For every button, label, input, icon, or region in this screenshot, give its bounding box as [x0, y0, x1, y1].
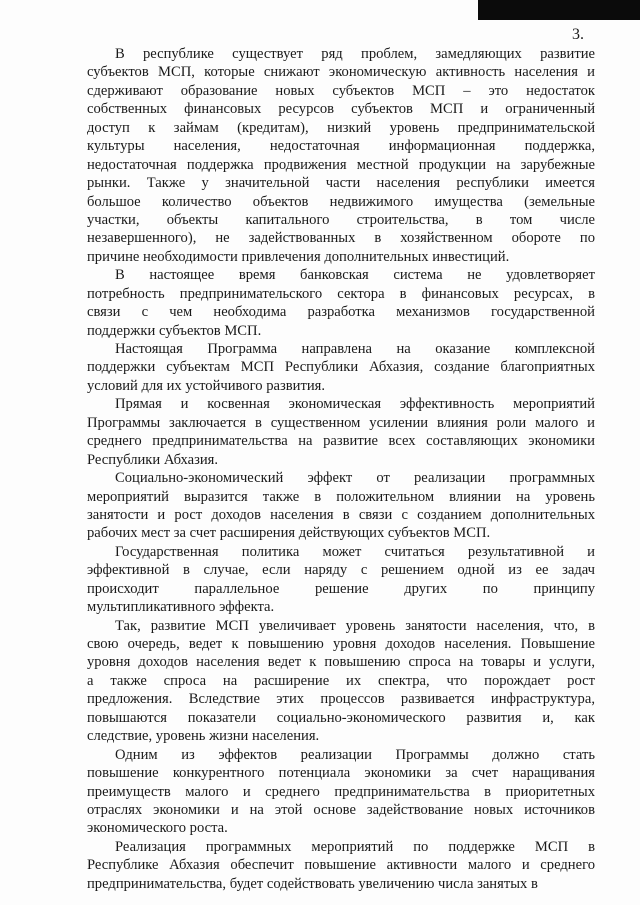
paragraph-line: Так, развитие МСП увеличивает уровень занятости населения, что, в [115, 617, 595, 634]
paragraph-line: собственных финансовых ресурсов субъектов МСП и ограниченный [87, 101, 595, 118]
paragraph-line: недостаточная поддержка продвижения местной продукции на зарубежные [87, 156, 595, 173]
paragraph [87, 395, 595, 469]
paragraph-line: доступ к займам (кредитам), низкий уровень предпринимательской [87, 119, 595, 136]
paragraph-line: В настоящее время банковская система не удовлетворяет [115, 267, 595, 284]
paragraph-line: Реализация программных мероприятий по поддержке МСП в [115, 838, 595, 855]
paragraph-line: занятости и рост доходов населения в связи с созданием дополнительных [87, 506, 595, 523]
paragraph-line: предпринимательства, будет содействовать увеличению числа занятых в [87, 875, 538, 892]
paragraph-line: поддержки субъектам МСП Республики Абхазия, создание благоприятных [87, 359, 595, 376]
paragraph-line: повышаются показатели социально-экономического развития и, как [87, 709, 595, 726]
paragraph-line: субъектов МСП, которые снижают экономическую активность населения и [87, 64, 595, 81]
paragraph-line: Республике Абхазия обеспечит повышение активности малого и среднего [87, 857, 595, 874]
paragraph-line: Государственная политика может считаться результативной и [115, 543, 595, 560]
paragraph-line: причине необходимости привлечения дополнительных инвестиций. [87, 248, 510, 265]
paragraph-line: Одним из эффектов реализации Программы должно стать [115, 746, 595, 763]
paragraph-line: рабочих мест за счет расширения действующих субъектов МСП. [87, 525, 491, 542]
paragraph-line: условий для их устойчивого развития. [87, 377, 325, 394]
paragraph-line: отраслях экономики и на этой основе задействование новых источников [87, 801, 595, 818]
paragraph-line: В республике существует ряд проблем, замедляющих развитие [115, 46, 595, 62]
paragraph [87, 617, 595, 746]
document-body [87, 45, 595, 893]
paragraph [87, 45, 595, 266]
paragraph-line: происходит параллельное решение других по принципу [87, 580, 595, 597]
paragraph-line: мультипликативного эффекта. [87, 599, 275, 616]
paragraph-line: связи с чем необходима разработка механизмов государственной [87, 304, 595, 321]
paragraph [87, 543, 595, 617]
paragraph-line: Настоящая Программа направлена на оказание комплексной [115, 341, 595, 357]
paragraph-line: а также спроса на расширение их спектра, что порождает рост [87, 672, 595, 689]
page-number: 3. [572, 26, 584, 43]
paragraph-line: рынки. Также у значительной части населения республики имеется [87, 175, 595, 192]
paragraph-line: повышение конкурентного потенциала экономики за счет наращивания [87, 765, 595, 782]
paragraph-line: экономического роста. [87, 820, 228, 837]
paragraph-line: участки, объекты капитального строительства, в том числе [87, 211, 595, 228]
paragraph-line: уровня доходов населения ведет к повышению спроса на товары и услуги, [87, 654, 595, 671]
paragraph-line: Прямая и косвенная экономическая эффективность мероприятий [115, 396, 595, 413]
paragraph-line: среднего предпринимательства на развитие всех составляющих экономики [87, 433, 595, 450]
paragraph-line: сдерживают образование новых субъектов МСП – это недостаток [87, 82, 595, 99]
paragraph [87, 266, 595, 340]
paragraph [87, 469, 595, 543]
paragraph-line: следствие, уровень жизни населения. [87, 728, 320, 745]
paragraph-line: эффективной в случае, если наряду с решением одной из ее задач [87, 562, 595, 579]
paragraph-line: Программы заключается в существенном усилении влияния роли малого и [87, 414, 595, 431]
paragraph-line: Социально-экономический эффект от реализации программных [115, 470, 595, 487]
paragraph-line: поддержки субъектов МСП. [87, 322, 262, 339]
paragraph [87, 340, 595, 395]
paragraph [87, 838, 595, 893]
paragraph-line: незавершенного), не задействованных в хозяйственном обороте по [87, 230, 595, 247]
paragraph [87, 746, 595, 838]
paragraph-line: преимуществ малого и среднего предпринимательства в приоритетных [87, 783, 595, 800]
paragraph-line: большое количество объектов недвижимого имущества (земельные [87, 193, 595, 210]
paragraph-line: Республики Абхазия. [87, 451, 219, 468]
paragraph-line: потребность предпринимательского сектора в финансовых ресурсах, в [87, 285, 595, 302]
paragraph-line: культуры населения, недостаточная информационная поддержка, [87, 138, 595, 155]
scan-artifact [478, 0, 640, 20]
paragraph-line: предложения. Вследствие этих процессов развивается инфраструктура, [87, 691, 595, 708]
paragraph-line: мероприятий выразится также в положительном влиянии на уровень [87, 488, 595, 505]
paragraph-line: свою очередь, ведет к повышению уровня доходов населения. Повышение [87, 636, 595, 652]
